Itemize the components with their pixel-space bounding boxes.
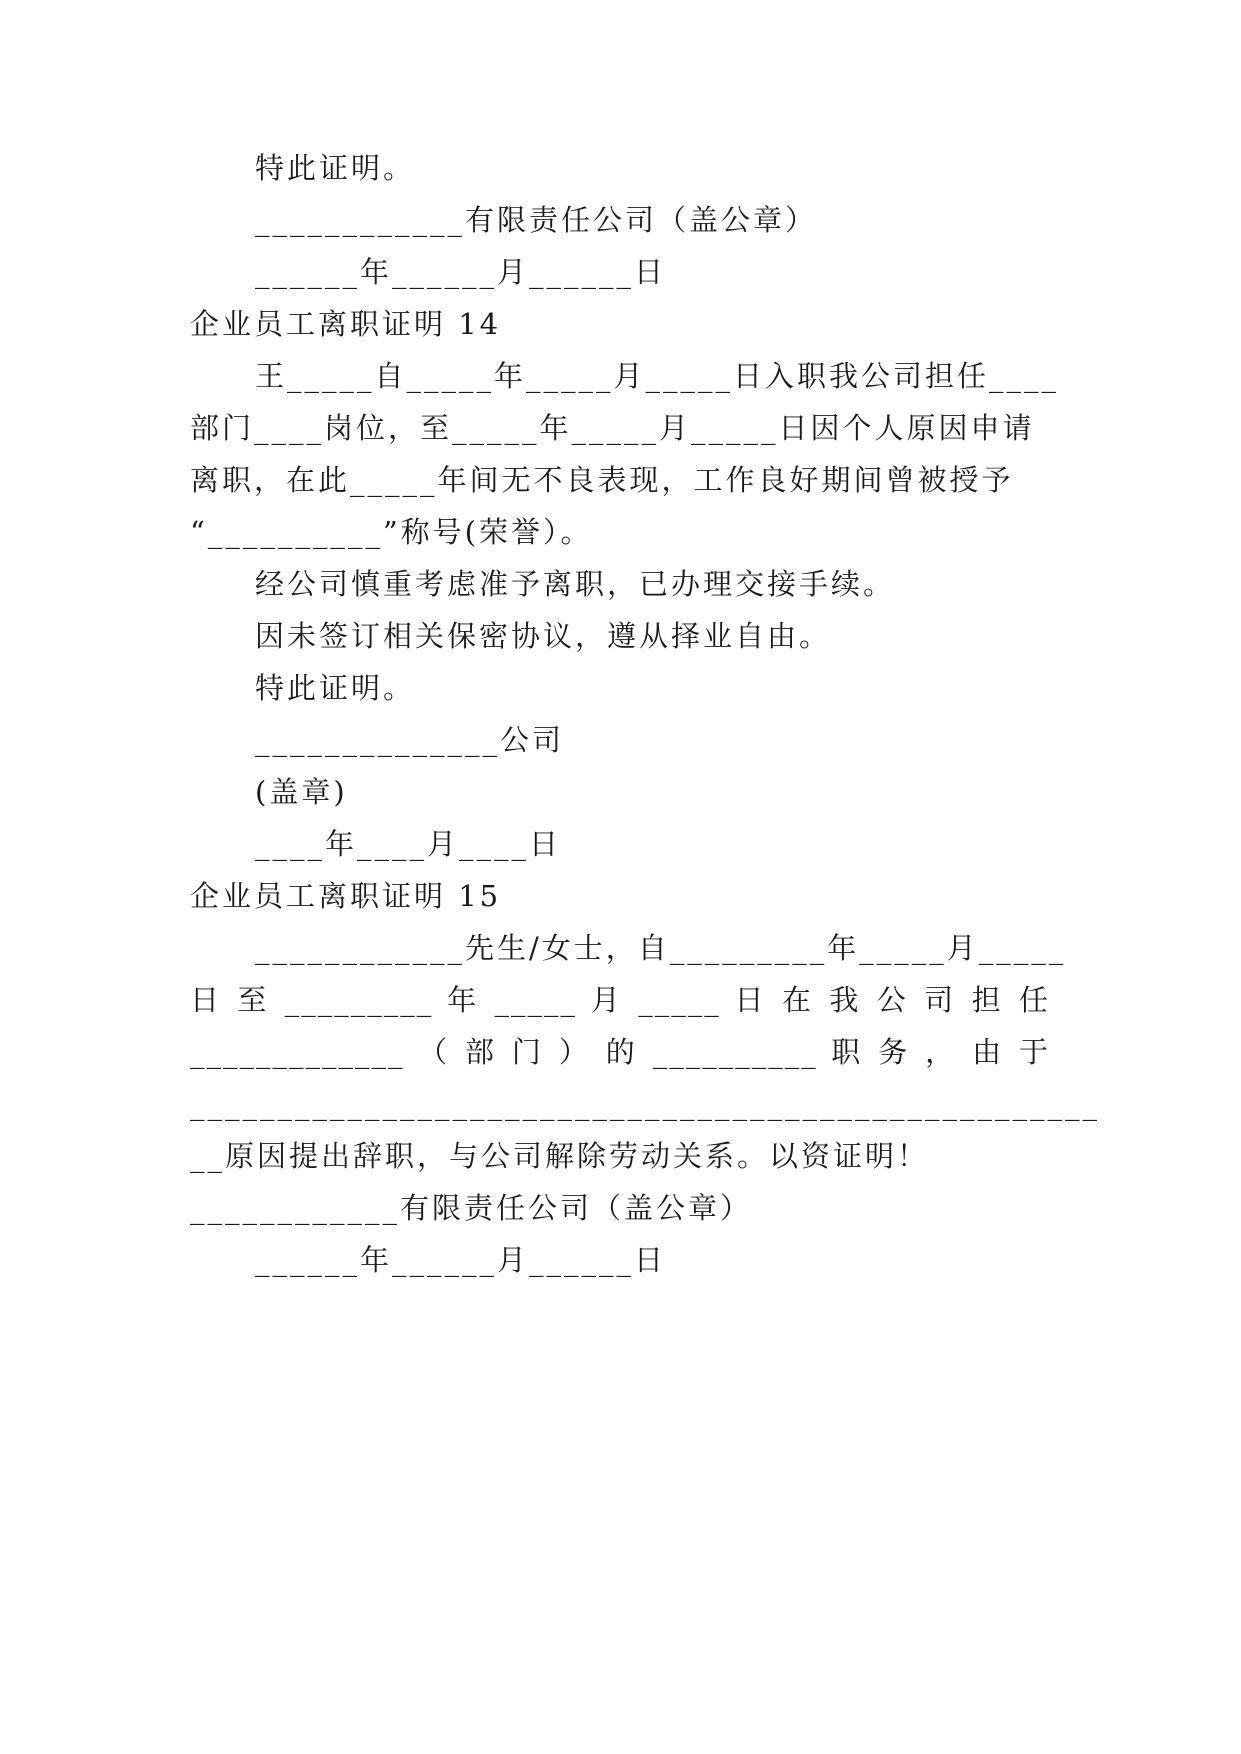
cert14-paragraph-line: 王_____自_____年_____月_____日入职我公司担任____ bbox=[255, 359, 1060, 393]
cert14-paragraph-line: 离职，在此_____年间无不良表现，工作良好期间曾被授予 bbox=[190, 463, 1014, 497]
section-title-15: 企业员工离职证明 15 bbox=[190, 879, 502, 913]
date-line: ______年______月______日 bbox=[255, 255, 667, 289]
cert15-paragraph-line: __原因提出辞职，与公司解除劳动关系。以资证明！ bbox=[190, 1139, 930, 1173]
cert14-seal-line: (盖章) bbox=[255, 775, 348, 809]
cert14-date-line: ____年____月____日 bbox=[255, 827, 562, 861]
cert15-blank-line: ____________________________________________________ bbox=[190, 1087, 1100, 1121]
cert15-paragraph-line: ____________先生/女士，自_________年_____月_____ bbox=[255, 931, 1067, 965]
cert14-company-line: ______________公司 bbox=[255, 723, 565, 757]
cert15-date-line: ______年______月______日 bbox=[255, 1243, 667, 1277]
cert14-closing-text: 特此证明。 bbox=[255, 671, 416, 705]
cert15-paragraph-line: 日 至 _________ 年 _____ 月 _____ 日 在 我 公 司 担 任 bbox=[190, 983, 1050, 1017]
section-title-14: 企业员工离职证明 14 bbox=[190, 307, 502, 341]
cert14-paragraph-line: “__________”称号(荣誉）。 bbox=[190, 515, 593, 549]
cert14-confidentiality-text: 因未签订相关保密协议，遵从择业自由。 bbox=[255, 619, 832, 653]
cert14-handover-text: 经公司慎重考虑准予离职，已办理交接手续。 bbox=[255, 567, 896, 601]
cert14-paragraph-line: 部门____岗位，至_____年_____月_____日因个人原因申请 bbox=[190, 411, 1035, 445]
cert15-company-line: ____________有限责任公司（盖公章） bbox=[190, 1191, 753, 1225]
closing-text: 特此证明。 bbox=[255, 151, 416, 185]
cert15-paragraph-line: _____________ （ 部 门 ） 的 __________ 职 务 ， 由 于 bbox=[190, 1035, 1050, 1069]
company-seal-line: ____________有限责任公司（盖公章） bbox=[255, 203, 818, 237]
